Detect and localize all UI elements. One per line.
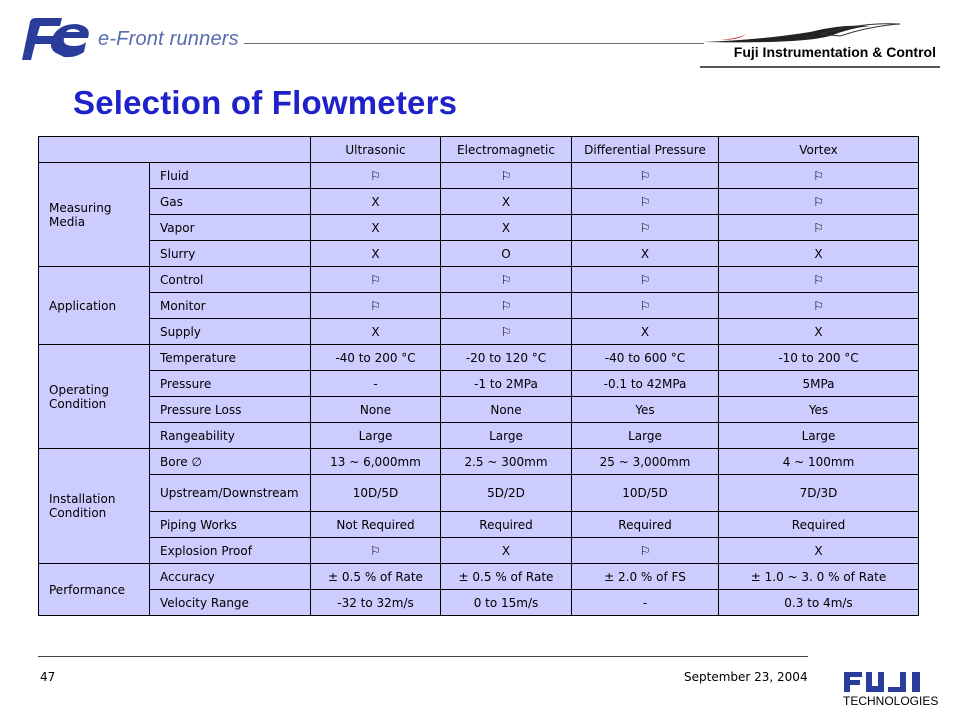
- row-label: Pressure: [150, 371, 311, 397]
- table-cell: Required: [719, 512, 919, 538]
- table-cell: X: [311, 241, 441, 267]
- table-cell: ⚐: [572, 293, 719, 319]
- table-cell: X: [441, 215, 572, 241]
- page-title: Selection of Flowmeters: [73, 84, 458, 121]
- table-cell: -: [311, 371, 441, 397]
- table-cell: None: [441, 397, 572, 423]
- table-row: [39, 293, 919, 319]
- table-cell: ⚐: [572, 538, 719, 564]
- table-row: [39, 564, 919, 590]
- table-cell: -1 to 2MPa: [441, 371, 572, 397]
- table-cell: ⚐: [719, 215, 919, 241]
- table-cell: Large: [441, 423, 572, 449]
- row-label: Pressure Loss: [150, 397, 311, 423]
- table-row: [39, 189, 919, 215]
- table-cell: -: [572, 590, 719, 616]
- table-cell: ⚐: [441, 163, 572, 189]
- table-cell: ⚐: [572, 163, 719, 189]
- row-label: Fluid: [150, 163, 311, 189]
- table-cell: Yes: [719, 397, 919, 423]
- header-rule: [244, 43, 704, 44]
- group-label: Measuring Media: [39, 163, 150, 267]
- table-cell: -40 to 200 °C: [311, 345, 441, 371]
- table-cell: Required: [572, 512, 719, 538]
- table-cell: X: [441, 189, 572, 215]
- table-row: [39, 538, 919, 564]
- table-cell: -40 to 600 °C: [572, 345, 719, 371]
- row-label: Accuracy: [150, 564, 311, 590]
- table-cell: ± 1.0 ~ 3. 0 % of Rate: [719, 564, 919, 590]
- table-row: [39, 241, 919, 267]
- table-cell: ± 2.0 % of FS: [572, 564, 719, 590]
- table-cell: Large: [719, 423, 919, 449]
- table-row: [39, 345, 919, 371]
- table-cell: O: [441, 241, 572, 267]
- table-cell: ⚐: [441, 267, 572, 293]
- row-label: Gas: [150, 189, 311, 215]
- row-label: Supply: [150, 319, 311, 345]
- table-cell: X: [311, 189, 441, 215]
- table-row: [39, 590, 919, 616]
- table-cell: X: [719, 538, 919, 564]
- table-cell: 5MPa: [719, 371, 919, 397]
- row-label: Monitor: [150, 293, 311, 319]
- row-label: Temperature: [150, 345, 311, 371]
- group-label: Performance: [39, 564, 150, 616]
- table-cell: X: [572, 241, 719, 267]
- table-cell: ⚐: [719, 163, 919, 189]
- column-header: Electromagnetic: [441, 137, 572, 163]
- row-label: Bore ∅: [150, 449, 311, 475]
- header-corner: [39, 137, 311, 163]
- table-cell: X: [719, 319, 919, 345]
- row-label: Control: [150, 267, 311, 293]
- table-cell: X: [441, 538, 572, 564]
- group-label: Application: [39, 267, 150, 345]
- fe-logo: [18, 14, 98, 64]
- footer-rule: [38, 656, 808, 657]
- footer-date: September 23, 2004: [684, 670, 808, 684]
- row-label: Vapor: [150, 215, 311, 241]
- swoosh-graphic: [700, 20, 940, 46]
- table-cell: ⚐: [311, 538, 441, 564]
- table-cell: 4 ~ 100mm: [719, 449, 919, 475]
- table-cell: 10D/5D: [311, 475, 441, 512]
- table-row: [39, 512, 919, 538]
- fuji-logo: [842, 670, 932, 694]
- table-cell: X: [311, 215, 441, 241]
- table-cell: 10D/5D: [572, 475, 719, 512]
- table-cell: 13 ~ 6,000mm: [311, 449, 441, 475]
- table-cell: 2.5 ~ 300mm: [441, 449, 572, 475]
- fuji-technologies: TECHNOLOGIES: [843, 694, 939, 708]
- table-cell: ⚐: [572, 215, 719, 241]
- table-cell: 25 ~ 3,000mm: [572, 449, 719, 475]
- table-cell: Required: [441, 512, 572, 538]
- table-cell: ⚐: [719, 267, 919, 293]
- table-cell: ⚐: [311, 267, 441, 293]
- table-row: [39, 397, 919, 423]
- page-number: 47: [40, 670, 56, 684]
- table-cell: ± 0.5 % of Rate: [311, 564, 441, 590]
- company-name: Fuji Instrumentation & Control: [733, 44, 936, 60]
- table-cell: 0 to 15m/s: [441, 590, 572, 616]
- table-cell: 7D/3D: [719, 475, 919, 512]
- table-cell: -32 to 32m/s: [311, 590, 441, 616]
- table-row: [39, 449, 919, 475]
- table-cell: ⚐: [719, 189, 919, 215]
- table-cell: 0.3 to 4m/s: [719, 590, 919, 616]
- table-cell: Large: [572, 423, 719, 449]
- column-header: Ultrasonic: [311, 137, 441, 163]
- table-cell: None: [311, 397, 441, 423]
- row-label: Velocity Range: [150, 590, 311, 616]
- table-cell: ⚐: [441, 319, 572, 345]
- table-row: [39, 163, 919, 189]
- row-label: Slurry: [150, 241, 311, 267]
- table-cell: Not Required: [311, 512, 441, 538]
- table-cell: 5D/2D: [441, 475, 572, 512]
- row-label: Rangeability: [150, 423, 311, 449]
- row-label: Upstream/Downstream: [150, 475, 311, 512]
- table-header-row: [39, 137, 919, 163]
- table-row: [39, 267, 919, 293]
- table-row: [39, 319, 919, 345]
- table-cell: X: [311, 319, 441, 345]
- table-cell: ⚐: [572, 189, 719, 215]
- table-cell: ⚐: [572, 267, 719, 293]
- table-cell: ± 0.5 % of Rate: [441, 564, 572, 590]
- table-cell: -0.1 to 42MPa: [572, 371, 719, 397]
- row-label: Piping Works: [150, 512, 311, 538]
- column-header: Vortex: [719, 137, 919, 163]
- table-cell: X: [572, 319, 719, 345]
- group-label: Installation Condition: [39, 449, 150, 564]
- group-label: Operating Condition: [39, 345, 150, 449]
- column-header: Differential Pressure: [572, 137, 719, 163]
- table-cell: ⚐: [311, 163, 441, 189]
- table-row: [39, 475, 919, 512]
- table-cell: -10 to 200 °C: [719, 345, 919, 371]
- table-cell: -20 to 120 °C: [441, 345, 572, 371]
- table-row: [39, 371, 919, 397]
- flowmeter-table: [38, 136, 919, 616]
- row-label: Explosion Proof: [150, 538, 311, 564]
- table-cell: Large: [311, 423, 441, 449]
- table-cell: Yes: [572, 397, 719, 423]
- table-row: [39, 215, 919, 241]
- table-cell: ⚐: [311, 293, 441, 319]
- table-cell: X: [719, 241, 919, 267]
- header-rule-right: [700, 66, 940, 68]
- table-row: [39, 423, 919, 449]
- table-cell: ⚐: [441, 293, 572, 319]
- tagline: e-Front runners: [98, 28, 239, 50]
- table-cell: ⚐: [719, 293, 919, 319]
